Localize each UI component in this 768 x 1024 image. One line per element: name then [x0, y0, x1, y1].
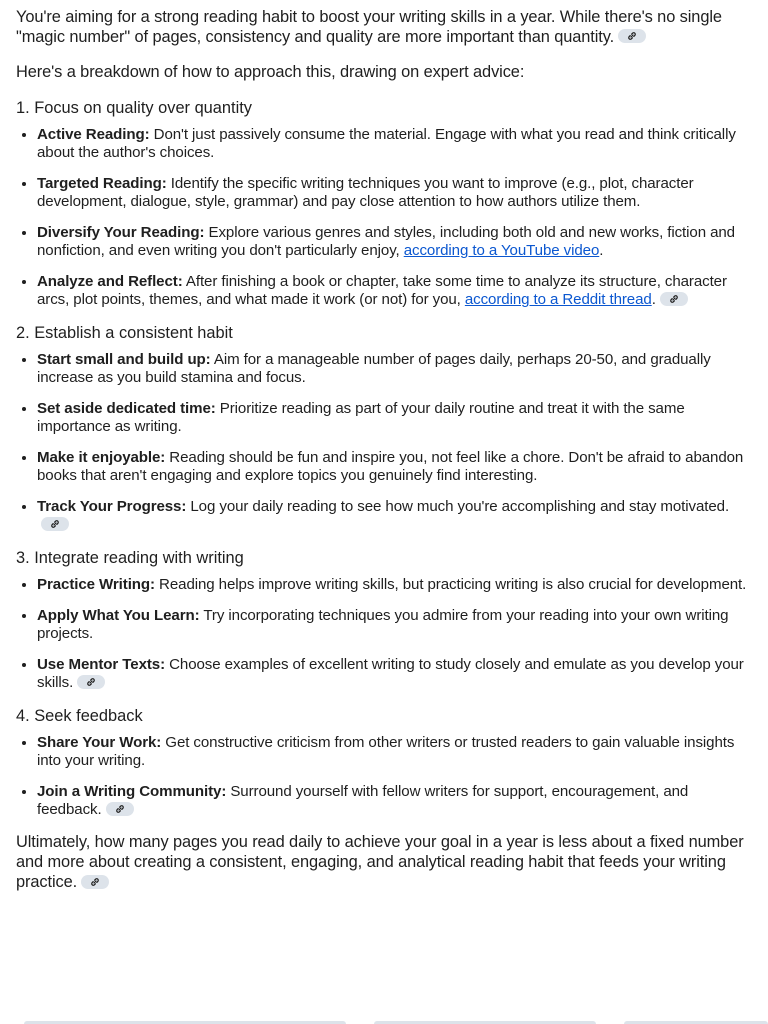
item-text: Reading helps improve writing skills, but practicing writing is also crucial for development.	[154, 576, 747, 594]
item-label: Diversify Your Reading:	[37, 224, 205, 242]
bullet-list	[16, 734, 752, 819]
item-label: Analyze and Reflect:	[37, 273, 183, 291]
link-icon	[627, 31, 637, 41]
item-after: .	[599, 242, 604, 260]
item-text: Identify the specific writing techniques you want to improve (e.g., plot, character development, dialogue, style, grammar) and pay close attention to how authors utilize them.	[37, 175, 694, 211]
item-label: Use Mentor Texts:	[37, 656, 166, 674]
bullet-list	[16, 351, 752, 534]
source-chip[interactable]	[41, 517, 69, 531]
source-chip[interactable]	[618, 29, 646, 43]
youtube-source-link[interactable]: according to a YouTube video	[403, 242, 600, 260]
intro-text: You're aiming for a strong reading habit to boost your writing skills in a year. While there's no single "magic number" of pages, consistency and quality are more important than quantity.	[16, 8, 722, 46]
item-text: After finishing a book or chapter, take some time to analyze its structure, character arcs, plot points, themes, and what made it work (or not) for you,	[37, 273, 727, 309]
list-item	[37, 576, 752, 594]
list-item	[37, 175, 752, 211]
item-label: Apply What You Learn:	[37, 607, 200, 625]
item-text: Don't just passively consume the material. Engage with what you read and think critically about the author's choices.	[37, 126, 736, 162]
list-item	[37, 734, 752, 770]
list-item	[37, 351, 752, 387]
bullet-list	[16, 576, 752, 692]
outro-text: Ultimately, how many pages you read daily to achieve your goal in a year is less about a fixed number and more about creating a consistent, engaging, and analytical reading habit that feeds your writing practice.	[16, 833, 744, 891]
item-text: Aim for a manageable number of pages daily, perhaps 20-50, and gradually increase as you build stamina and focus.	[37, 351, 711, 387]
item-text: Explore various genres and styles, including both old and new works, fiction and nonfiction, and even writing you don't particularly enjoy,	[37, 224, 735, 260]
source-chip[interactable]	[77, 675, 105, 689]
list-item	[37, 656, 752, 692]
reddit-source-link[interactable]: according to a Reddit thread	[464, 291, 652, 309]
item-text: Try incorporating techniques you admire from your reading into your own writing projects.	[37, 607, 729, 643]
list-item	[37, 607, 752, 643]
subintro-paragraph: Here's a breakdown of how to approach this, drawing on expert advice:	[16, 62, 525, 81]
item-label: Active Reading:	[37, 126, 150, 144]
list-item	[37, 400, 752, 436]
item-text: Choose examples of excellent writing to study closely and emulate as you develop your skills.	[37, 656, 744, 692]
source-chip[interactable]	[660, 292, 688, 306]
list-item	[37, 783, 752, 819]
section-heading: 2. Establish a consistent habit	[16, 324, 233, 343]
conclusion-paragraph	[16, 833, 752, 892]
item-text: Get constructive criticism from other writers or trusted readers to gain valuable insights into your writing.	[37, 734, 735, 770]
source-chip[interactable]	[106, 802, 134, 816]
item-text: Prioritize reading as part of your daily routine and treat it with the same importance as writing.	[37, 400, 685, 436]
list-item	[37, 224, 752, 260]
item-text: Log your daily reading to see how much you're accomplishing and stay motivated.	[186, 498, 730, 516]
bullet-list	[16, 126, 752, 309]
item-label: Start small and build up:	[37, 351, 211, 369]
item-label: Practice Writing:	[37, 576, 155, 594]
item-text: Reading should be fun and inspire you, not feel like a chore. Don't be afraid to abandon books that aren't engaging and explore topics you genuinely find interesting.	[37, 449, 744, 485]
section-heading: 1. Focus on quality over quantity	[16, 99, 252, 118]
item-label: Make it enjoyable:	[37, 449, 166, 467]
item-label: Share Your Work:	[37, 734, 162, 752]
list-item	[37, 273, 752, 309]
link-icon	[86, 677, 96, 687]
link-icon	[50, 519, 60, 529]
item-after: .	[651, 291, 656, 309]
source-chip[interactable]	[81, 875, 109, 889]
link-icon	[115, 804, 125, 814]
source-cards-strip	[0, 1020, 768, 1024]
item-label: Track Your Progress:	[37, 498, 187, 516]
item-text: Surround yourself with fellow writers for support, encouragement, and feedback.	[37, 783, 689, 819]
list-item	[37, 126, 752, 162]
item-label: Join a Writing Community:	[37, 783, 227, 801]
link-icon	[90, 877, 100, 887]
item-label: Set aside dedicated time:	[37, 400, 216, 418]
list-item	[37, 449, 752, 485]
section-heading: 3. Integrate reading with writing	[16, 549, 244, 568]
intro-paragraph	[16, 8, 752, 48]
link-icon	[669, 294, 679, 304]
section-heading: 4. Seek feedback	[16, 707, 143, 726]
list-item	[37, 498, 752, 534]
item-label: Targeted Reading:	[37, 175, 167, 193]
